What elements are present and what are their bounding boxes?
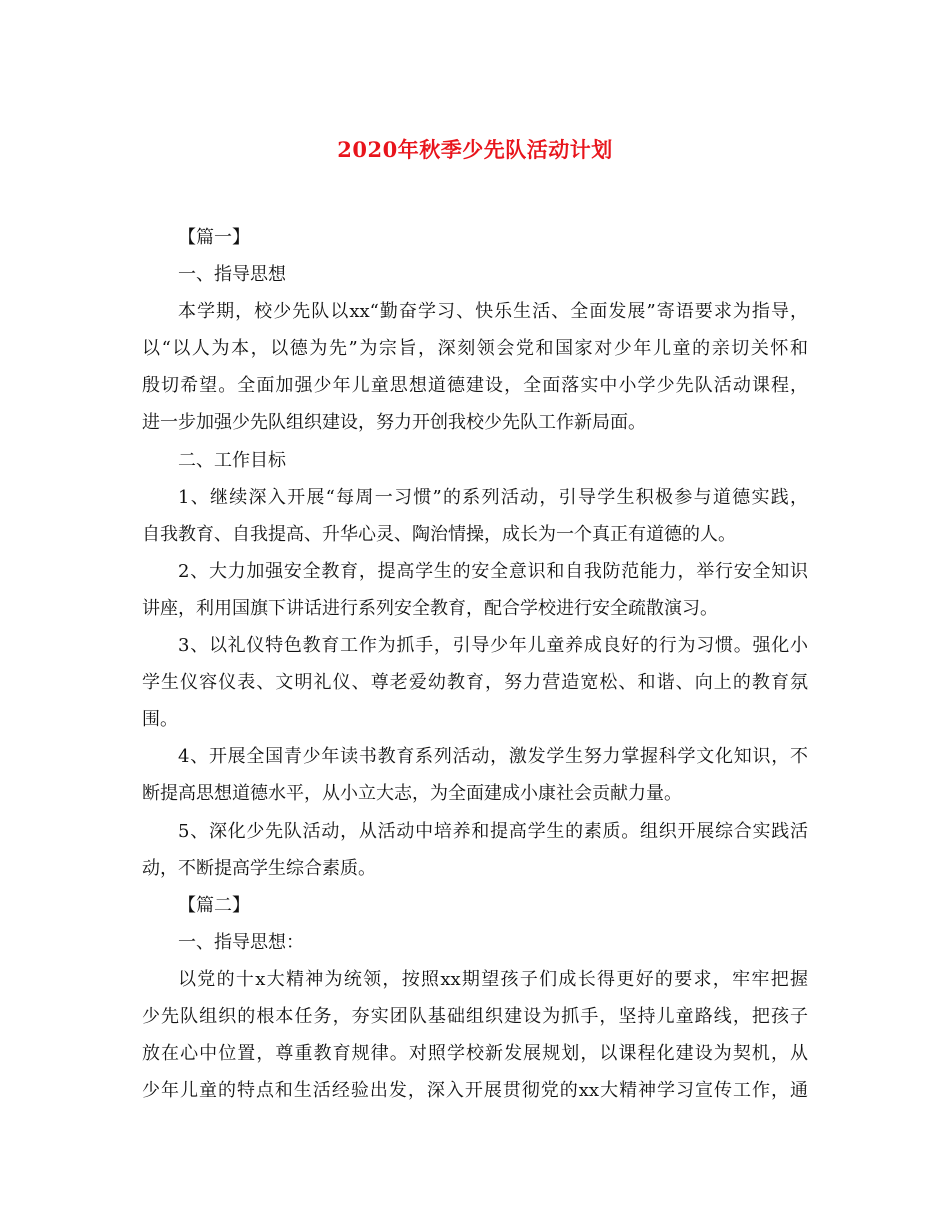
section-heading: 【篇二】 — [178, 894, 250, 916]
paragraph-line: 断提高思想道德水平，从小立大志，为全面建成小康社会贡献力量。 — [142, 783, 682, 805]
paragraph-line: 放在心中位置，尊重教育规律。对照学校新发展规划，以课程化建设为契机，从 — [142, 1043, 808, 1065]
paragraph-line: 学生仪容仪表、文明礼仪、尊老爱幼教育，努力营造宽松、和谐、向上的教育氛 — [142, 672, 808, 694]
paragraph-line: 3、以礼仪特色教育工作为抓手，引导少年儿童养成良好的行为习惯。强化小 — [178, 635, 808, 657]
paragraph-line: 4、开展全国青少年读书教育系列活动，激发学生努力掌握科学文化知识，不 — [178, 746, 808, 768]
document-body — [142, 219, 808, 1109]
paragraph-line: 5、深化少先队活动，从活动中培养和提高学生的素质。组织开展综合实践活 — [178, 820, 808, 842]
paragraph-line: 本学期，校少先队以xx“勤奋学习、快乐生活、全面发展”寄语要求为指导， — [178, 301, 808, 323]
section-heading: 【篇一】 — [178, 227, 250, 248]
section-heading: 一、指导思想： — [178, 931, 304, 953]
paragraph-line: 以“以人为本，以德为先”为宗旨，深刻领会党和国家对少年儿童的亲切关怀和 — [142, 338, 808, 360]
section-heading: 一、指导思想 — [178, 264, 286, 286]
paragraph-line: 殷切希望。全面加强少年儿童思想道德建设，全面落实中小学少先队活动课程， — [142, 375, 808, 397]
paragraph-line: 围。 — [142, 709, 178, 731]
paragraph-line: 2、大力加强安全教育，提高学生的安全意识和自我防范能力，举行安全知识 — [178, 560, 808, 582]
paragraph-line: 讲座，利用国旗下讲话进行系列安全教育，配合学校进行安全疏散演习。 — [142, 597, 718, 619]
paragraph-line: 自我教育、自我提高、升华心灵、陶治情操，成长为一个真正有道德的人。 — [142, 523, 736, 545]
section-heading: 二、工作目标 — [178, 449, 286, 471]
paragraph-line: 动，不断提高学生综合素质。 — [142, 857, 376, 879]
paragraph-line: 进一步加强少先队组织建设，努力开创我校少先队工作新局面。 — [142, 412, 646, 434]
paragraph-line: 1、继续深入开展“每周一习惯”的系列活动，引导学生积极参与道德实践， — [178, 486, 808, 508]
paragraph-line: 以党的十x大精神为统领，按照xx期望孩子们成长得更好的要求，牢牢把握 — [178, 968, 808, 990]
document-title: 2020年秋季少先队活动计划 — [337, 137, 613, 162]
paragraph-line: 少先队组织的根本任务，夯实团队基础组织建设为抓手，坚持儿童路线，把孩子 — [142, 1005, 808, 1027]
paragraph-line: 少年儿童的特点和生活经验出发，深入开展贯彻党的xx大精神学习宣传工作，通 — [142, 1080, 808, 1102]
